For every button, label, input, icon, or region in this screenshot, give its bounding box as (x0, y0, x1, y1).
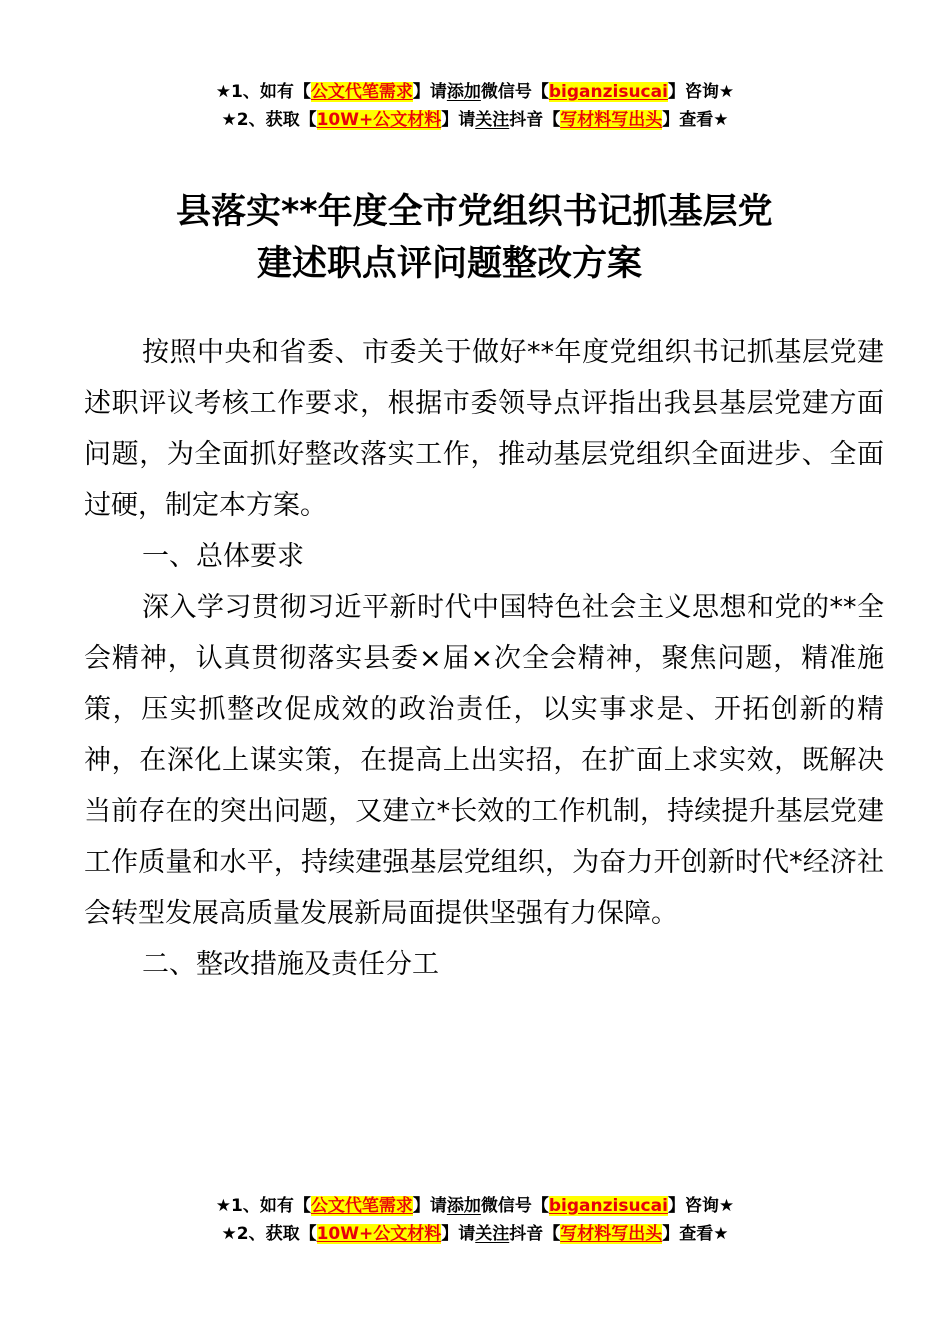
header-notice (0, 78, 950, 134)
notice-text: 微信号【 (480, 82, 549, 102)
notice-text: 】请 (441, 1224, 476, 1244)
paragraph-intro: 按照中央和省委、市委关于做好**年度党组织书记抓基层党建述职评议考核工作要求，根据市委领导点评指出我县基层党建方面问题，为全面抓好整改落实工作，推动基层党组织全面进步、全面过硬，制定本方案。 (84, 337, 884, 521)
notice-highlight: biganzisucai (548, 82, 668, 102)
section-heading-1: 一、总体要求 (142, 541, 304, 572)
notice-line-2 (0, 1220, 950, 1248)
notice-text: ★1、如有【 (215, 82, 311, 102)
notice-text: 抖音【 (509, 1224, 561, 1244)
notice-highlight: 写材料写出头 (560, 1224, 663, 1244)
notice-line-1 (0, 1192, 950, 1220)
notice-underlined: 添加 (446, 1196, 481, 1216)
notice-underlined: 关注 (475, 1224, 510, 1244)
notice-highlight: biganzisucai (548, 1196, 668, 1216)
notice-text: 微信号【 (480, 1196, 549, 1216)
footer-notice (0, 1192, 950, 1248)
notice-underlined: 关注 (475, 110, 510, 130)
notice-text: 抖音【 (509, 110, 561, 130)
notice-highlight: 公文代笔需求 (310, 1196, 413, 1216)
notice-text: 】咨询★ (667, 82, 735, 102)
notice-text: 】请 (412, 1196, 447, 1216)
document-title-line-2: 建述职点评问题整改方案 (257, 244, 643, 284)
notice-text: ★2、获取【 (221, 1224, 317, 1244)
notice-text: ★1、如有【 (215, 1196, 311, 1216)
notice-line-1 (0, 78, 950, 106)
notice-highlight: 写材料写出头 (560, 110, 663, 130)
notice-text: 】查看★ (662, 1224, 729, 1244)
notice-highlight: 10W+公文材料 (316, 110, 442, 130)
notice-line-2 (0, 106, 950, 134)
notice-text: 】请 (412, 82, 447, 102)
notice-text: 】咨询★ (667, 1196, 735, 1216)
notice-highlight: 公文代笔需求 (310, 82, 413, 102)
notice-text: ★2、获取【 (221, 110, 317, 130)
notice-text: 】查看★ (662, 110, 729, 130)
notice-highlight: 10W+公文材料 (316, 1224, 442, 1244)
paragraph-requirements: 深入学习贯彻习近平新时代中国特色社会主义思想和党的**全会精神，认真贯彻落实县委×届×次全会精神，聚焦问题，精准施策，压实抓整改促成效的政治责任，以实事求是、开拓创新的精神，在深化上谋实策，在提高上出实招，在扩面上求实效，既解决当前存在的突出问题，又建立*长效的工作机制，持续提升基层党建工作质量和水平，持续建强基层党组织，为奋力开创新时代*经济社会转型发展高质量发展新局面提供坚强有力保障。 (84, 592, 884, 929)
notice-underlined: 添加 (446, 82, 481, 102)
section-heading-2: 二、整改措施及责任分工 (142, 949, 439, 980)
document-title-line-1: 县落实**年度全市党组织书记抓基层党 (176, 192, 773, 232)
document-body (84, 327, 884, 990)
notice-text: 】请 (441, 110, 476, 130)
